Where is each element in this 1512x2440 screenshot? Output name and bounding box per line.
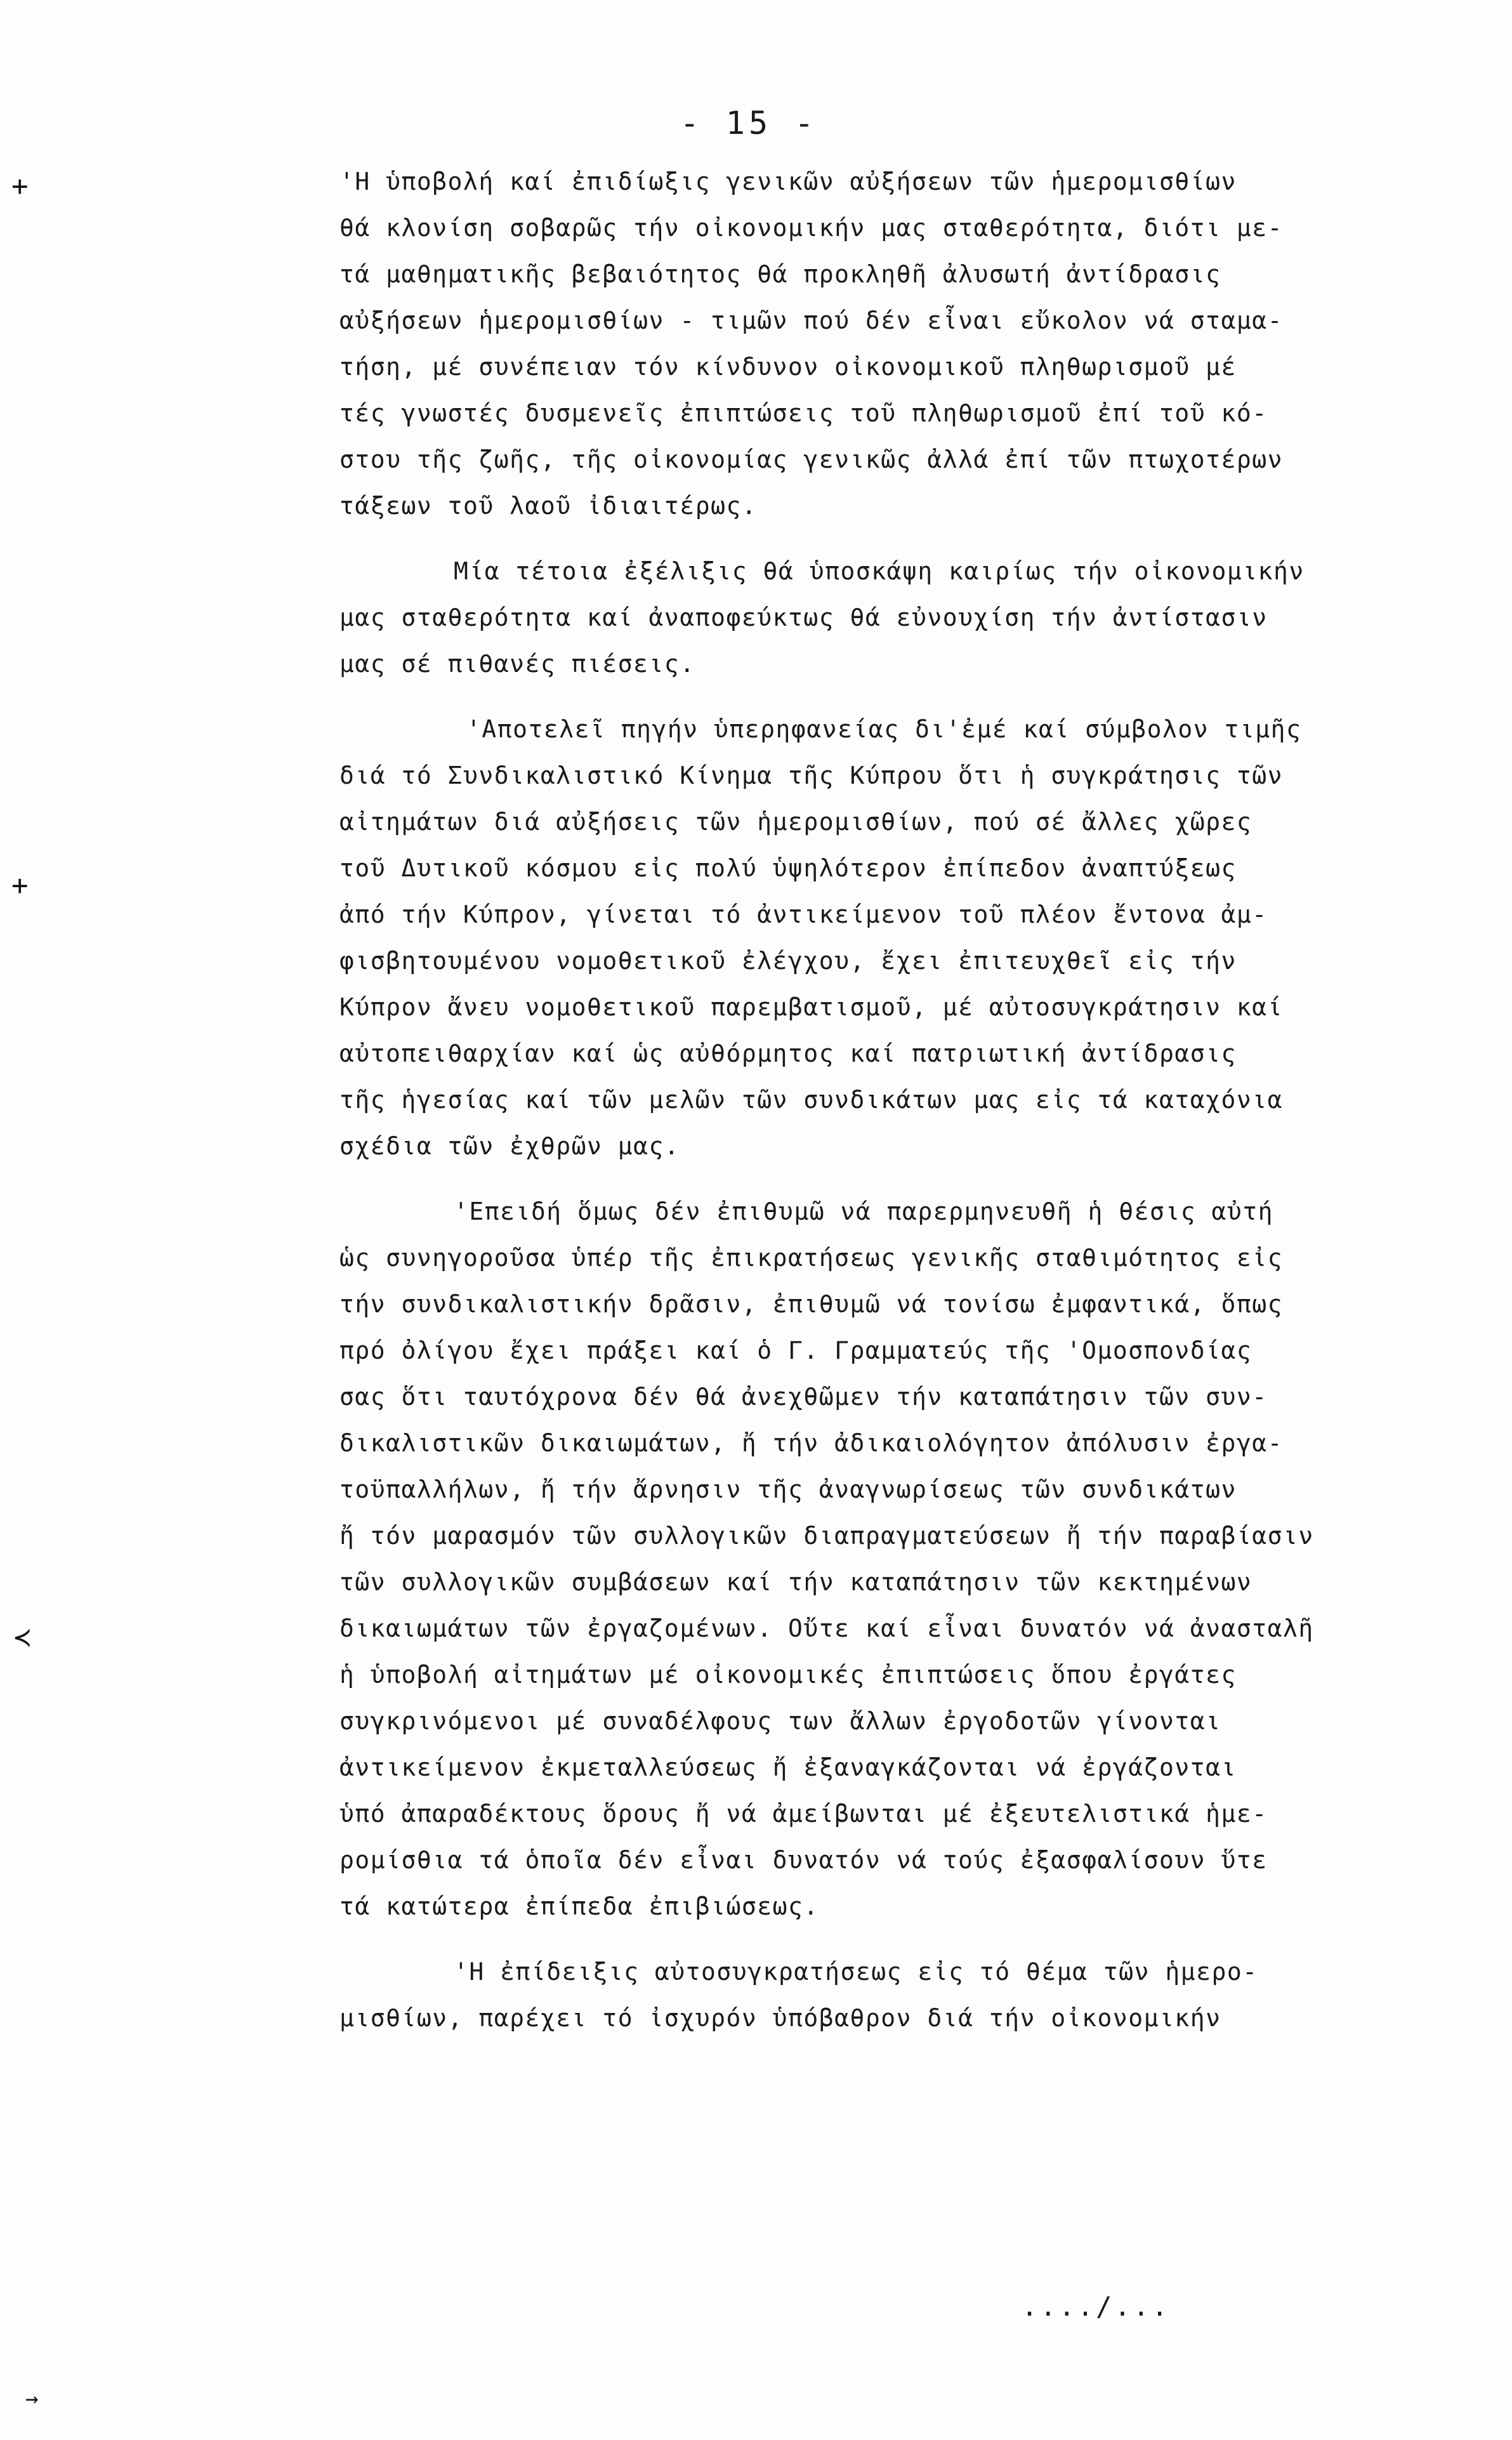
text-line: διά τό Συνδικαλιστικό Κίνημα τῆς Κύπρου ὅτι ἡ συγκράτησις τῶν xyxy=(339,762,1284,789)
text-line: συγκρινόμενοι μέ συναδέλφους των ἄλλων ἐργοδοτῶν γίνονται xyxy=(339,1707,1221,1735)
text-line: τήση, μέ συνέπειαν τόν κίνδυνον οἰκονομικοῦ πληθωρισμοῦ μέ xyxy=(339,353,1237,381)
text-line: τές γνωστές δυσμενεῖς ἐπιπτώσεις τοῦ πληθωρισμοῦ ἐπί τοῦ κό- xyxy=(339,399,1268,427)
text-line: τῶν συλλογικῶν συμβάσεων καί τήν καταπάτησιν τῶν κεκτημένων xyxy=(339,1568,1252,1596)
text-line: τήν συνδικαλιστικήν δρᾶσιν, ἐπιθυμῶ νά τονίσω ἐμφαντικά, ὅπως xyxy=(339,1290,1284,1318)
text-line: τάξεων τοῦ λαοῦ ἰδιαιτέρως. xyxy=(339,492,758,520)
text-line: τά κατώτερα ἐπίπεδα ἐπιβιώσεως. xyxy=(339,1892,819,1920)
text-line: πρό ὀλίγου ἔχει πράξει καί ὁ Γ. Γραμματεύς τῆς 'Ομοσπονδίας xyxy=(339,1336,1252,1364)
text-line: 'Η ἐπίδειξις αὐτοσυγκρατήσεως εἰς τό θέμα τῶν ἡμερο- xyxy=(454,1958,1258,1986)
text-line: σχέδια τῶν ἐχθρῶν μας. xyxy=(339,1132,680,1160)
text-line: δικαιωμάτων τῶν ἐργαζομένων. Οὔτε καί εἶναι δυνατόν νά ἀνασταλῆ xyxy=(339,1614,1314,1642)
continuation-marker: ..../... xyxy=(1022,2291,1171,2322)
text-line: ἀπό τήν Κύπρον, γίνεται τό ἀντικείμενον τοῦ πλέον ἔντονα ἀμ- xyxy=(339,900,1268,928)
text-line: Μία τέτοια ἐξέλιξις θά ὑποσκάψη καιρίως τήν οἰκονομικήν xyxy=(454,557,1305,585)
text-line: 'Αποτελεῖ πηγήν ὑπερηφανείας δι'ἐμέ καί σύμβολον τιμῆς xyxy=(466,715,1302,743)
text-line: τοῦ Δυτικοῦ κόσμου εἰς πολύ ὑψηλότερον ἐπίπεδον ἀναπτύξεως xyxy=(339,854,1237,882)
text-line: ὡς συνηγοροῦσα ὑπέρ τῆς ἐπικρατήσεως γενικῆς σταθιμότητος εἰς xyxy=(339,1244,1284,1272)
text-line: τά μαθηματικῆς βεβαιότητος θά προκληθῆ ἀλυσωτή ἀντίδρασις xyxy=(339,260,1221,288)
body-text xyxy=(339,159,1431,2041)
text-line: θά κλονίση σοβαρῶς τήν οἰκονομικήν μας σταθερότητα, διότι με- xyxy=(339,214,1284,242)
text-line: τῆς ἡγεσίας καί τῶν μελῶν τῶν συνδικάτων μας εἰς τά καταχόνια xyxy=(339,1086,1284,1114)
text-line: τοϋπαλλήλων, ἤ τήν ἄρνησιν τῆς ἀναγνωρίσεως τῶν συνδικάτων xyxy=(339,1475,1237,1503)
text-line: μας σέ πιθανές πιέσεις. xyxy=(339,650,695,678)
margin-cross-mark-middle: + xyxy=(11,869,29,902)
text-line: μας σταθερότητα καί ἀναποφεύκτως θά εὐνουχίση τήν ἀντίστασιν xyxy=(339,603,1268,631)
text-line: ἤ τόν μαρασμόν τῶν συλλογικῶν διαπραγματεύσεων ἤ τήν παραβίασιν xyxy=(339,1522,1314,1550)
text-line: ὑπό ἀπαραδέκτους ὅρους ἤ νά ἀμείβωνται μέ ἐξευτελιστικά ἡμε- xyxy=(339,1800,1268,1828)
margin-arrow-mark: ≺ xyxy=(14,1621,31,1654)
text-line: αὐτοπειθαρχίαν καί ὡς αὐθόρμητος καί πατριωτική ἀντίδρασις xyxy=(339,1039,1237,1067)
text-line: αὐξήσεων ἡμερομισθίων - τιμῶν πού δέν εἶναι εὔκολον νά σταμα- xyxy=(339,307,1284,334)
margin-cross-mark-top: + xyxy=(11,170,29,202)
text-line: 'Επειδή ὅμως δέν ἐπιθυμῶ νά παρερμηνευθῆ ἡ θέσις αὐτή xyxy=(454,1197,1274,1225)
text-line: Κύπρον ἄνευ νομοθετικοῦ παρεμβατισμοῦ, μέ αὐτοσυγκράτησιν καί xyxy=(339,993,1284,1021)
text-line: μισθίων, παρέχει τό ἰσχυρόν ὑπόβαθρον διά τήν οἰκονομικήν xyxy=(339,2004,1221,2032)
text-line: δικαλιστικῶν δικαιωμάτων, ἤ τήν ἀδικαιολόγητον ἀπόλυσιν ἐργα- xyxy=(339,1429,1284,1457)
text-line: ρομίσθια τά ὁποῖα δέν εἶναι δυνατόν νά τούς ἐξασφαλίσουν ὕτε xyxy=(339,1846,1268,1874)
text-line: αἰτημάτων διά αὐξήσεις τῶν ἡμερομισθίων, πού σέ ἄλλες χῶρες xyxy=(339,808,1252,836)
text-line: σας ὅτι ταυτόχρονα δέν θά ἀνεχθῶμεν τήν καταπάτησιν τῶν συν- xyxy=(339,1383,1268,1411)
text-line: ἀντικείμενον ἐκμεταλλεύσεως ἤ ἐξαναγκάζονται νά ἐργάζονται xyxy=(339,1753,1237,1781)
text-line: στου τῆς ζωῆς, τῆς οἰκονομίας γενικῶς ἀλλά ἐπί τῶν πτωχοτέρων xyxy=(339,445,1284,473)
text-line: ἡ ὑποβολή αἰτημάτων μέ οἰκονομικές ἐπιπτώσεις ὅπου ἐργάτες xyxy=(339,1661,1237,1689)
page-number: - 15 - xyxy=(680,105,818,142)
text-line: φισβητουμένου νομοθετικοῦ ἐλέγχου, ἔχει ἐπιτευχθεῖ εἰς τήν xyxy=(339,947,1237,975)
text-line: 'Η ὑποβολή καί ἐπιδίωξις γενικῶν αὐξήσεων τῶν ἡμερομισθίων xyxy=(339,168,1237,195)
margin-arrow-mark-bottom: → xyxy=(25,2386,39,2411)
